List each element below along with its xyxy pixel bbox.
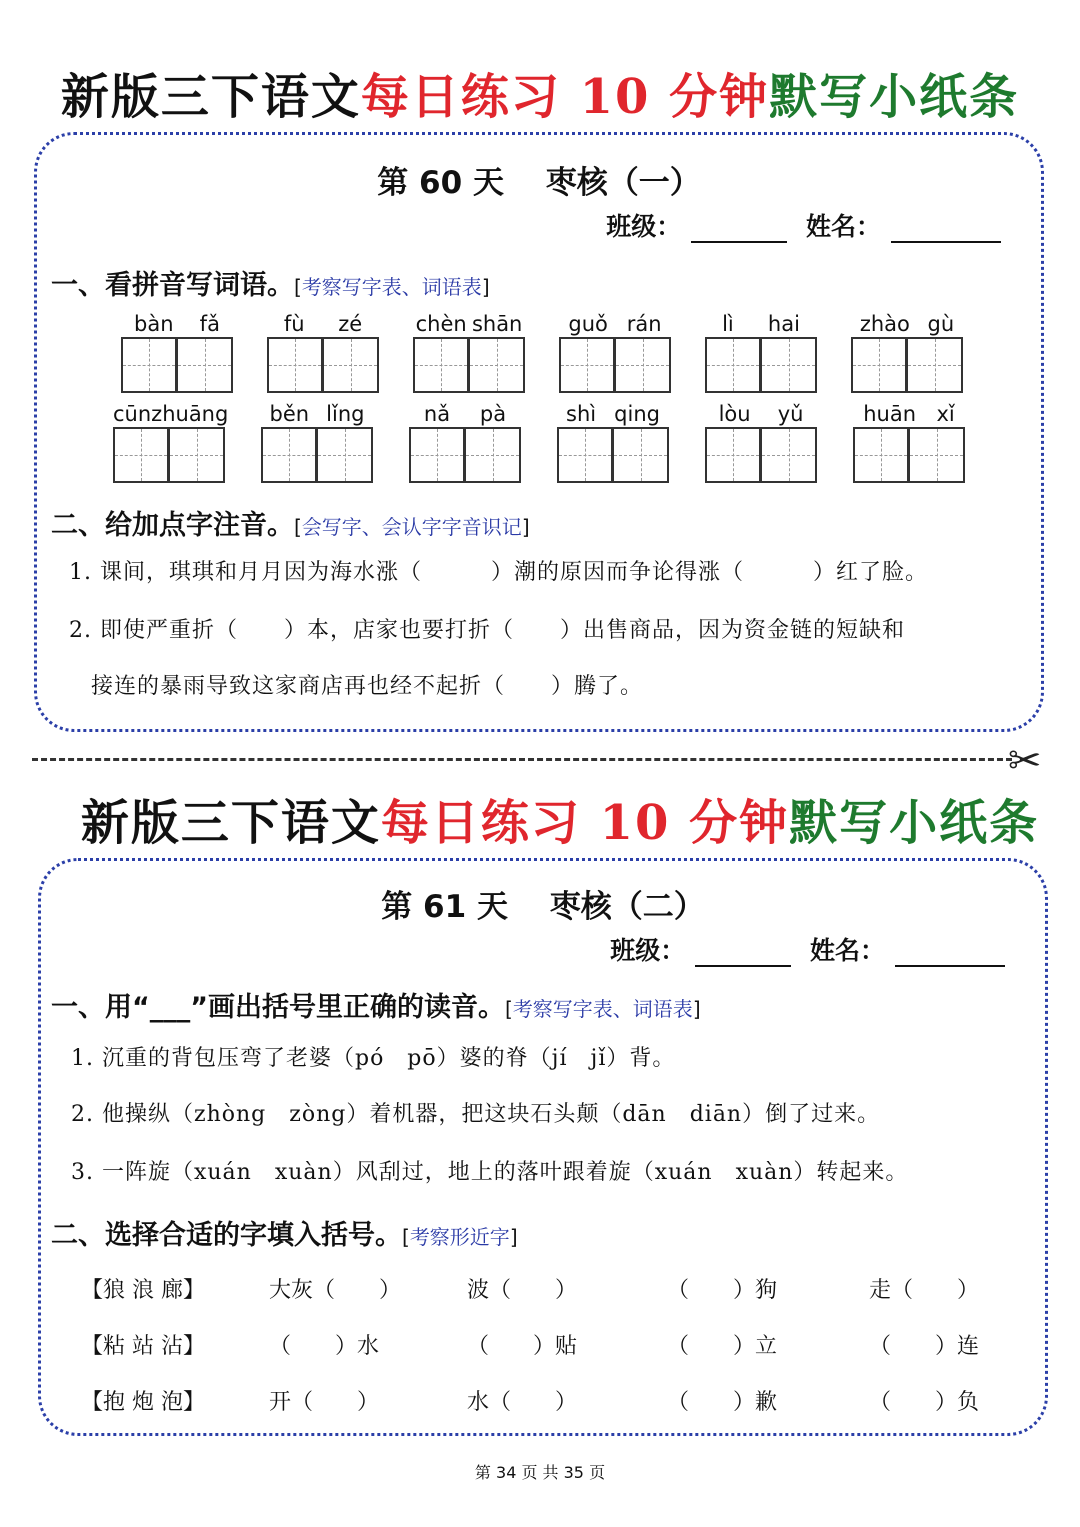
name-blank[interactable] — [891, 241, 1001, 243]
fill-item[interactable]: （ ）连 — [869, 1334, 980, 1359]
pinyin-label — [261, 401, 373, 427]
pinyin-label — [121, 311, 233, 337]
pinyin-word — [705, 311, 817, 393]
name-label: 姓名： — [809, 936, 885, 965]
pinyin-word — [559, 311, 671, 393]
pinyin-label — [853, 401, 965, 427]
page-footer: 第 34 页 共 35 页 — [474, 1463, 606, 1482]
pinyin-syllable: gù — [927, 312, 955, 336]
char-group: 【粘 站 沾】 — [81, 1334, 205, 1359]
writing-box[interactable] — [557, 427, 613, 483]
pinyin-syllable: bàn — [134, 312, 174, 336]
writing-box[interactable] — [317, 427, 373, 483]
pinyin-syllable: yǔ — [777, 402, 804, 426]
writing-box[interactable] — [169, 427, 225, 483]
cut-line — [32, 758, 1012, 761]
day-title: 第 60 天 枣核（一） — [377, 165, 701, 201]
writing-box[interactable] — [559, 337, 615, 393]
section-tag-text: 考察写字表、词语表 — [512, 997, 693, 1021]
banner-part1: 新版三下语文 — [80, 795, 381, 851]
pinyin-label — [557, 401, 669, 427]
day-title: 第 61 天 枣核（二） — [381, 889, 705, 925]
char-group: 【抱 炮 泡】 — [81, 1390, 205, 1415]
section-heading: 二、选择合适的字填入括号。 — [51, 1220, 402, 1251]
pinyin-word — [267, 311, 379, 393]
pinyin-syllable: cūn — [113, 402, 152, 426]
pinyin-label — [851, 311, 963, 337]
pinyin-word — [409, 401, 521, 483]
writing-box[interactable] — [853, 427, 909, 483]
writing-box[interactable] — [469, 337, 525, 393]
fill-item[interactable]: 水（ ） — [467, 1390, 578, 1415]
writing-box[interactable] — [761, 337, 817, 393]
fill-item[interactable]: 波（ ） — [467, 1278, 578, 1303]
question-2-cont: 接连的暴雨导致这家商店再也经不起折（ ）腾了。 — [91, 674, 644, 699]
pinyin-word — [413, 311, 525, 393]
banner-part2: 每日练习 10 分钟 — [360, 69, 770, 125]
question-2: 2. 他操纵（zhòng zòng）着机器，把这块石头颠（dān diān）倒了过来。 — [71, 1102, 881, 1127]
pinyin-word — [121, 311, 233, 393]
writing-box[interactable] — [177, 337, 233, 393]
section-tag: [考察写字表、词语表] — [294, 275, 490, 299]
banner-title-1 — [0, 58, 1080, 127]
name-blank[interactable] — [895, 965, 1005, 967]
question-2: 2. 即使严重折（ ）本，店家也要打折（ ）出售商品，因为资金链的短缺和 — [69, 618, 905, 643]
pinyin-syllable: guǒ — [568, 312, 608, 336]
writing-box[interactable] — [613, 427, 669, 483]
question-1: 1. 课间，琪琪和月月因为海水涨（ ）潮的原因而争论得涨（ ）红了脸。 — [69, 560, 928, 585]
question-3: 3. 一阵旋（xuán xuàn）风刮过，地上的落叶跟着旋（xuán xuàn）转起来。 — [71, 1160, 909, 1185]
pinyin-syllable: shān — [471, 312, 523, 336]
pinyin-syllable: fǎ — [199, 312, 220, 336]
writing-box[interactable] — [851, 337, 907, 393]
fill-item[interactable]: 走（ ） — [869, 1278, 980, 1303]
pinyin-word — [851, 311, 963, 393]
fill-item[interactable]: （ ）歉 — [667, 1390, 778, 1415]
question-1: 1. 沉重的背包压弯了老婆（pó pō）婆的脊（jí jǐ）背。 — [71, 1046, 676, 1071]
banner-title-2 — [20, 784, 1080, 853]
fill-item[interactable]: （ ）负 — [869, 1390, 980, 1415]
section-heading: 一、看拼音写词语。 — [51, 270, 294, 301]
pinyin-word — [557, 401, 669, 483]
pinyin-syllable: hai — [767, 312, 800, 336]
section-title — [51, 1213, 518, 1252]
scissors-icon: ✂ — [1008, 738, 1042, 784]
writing-box[interactable] — [409, 427, 465, 483]
pinyin-syllable: zhào — [859, 312, 910, 336]
writing-box[interactable] — [121, 337, 177, 393]
writing-box[interactable] — [615, 337, 671, 393]
fill-item[interactable]: （ ）狗 — [667, 1278, 778, 1303]
pinyin-syllable: huān — [863, 402, 917, 426]
pinyin-word — [705, 401, 817, 483]
writing-box[interactable] — [705, 337, 761, 393]
pinyin-word — [113, 401, 228, 483]
exercise-card-day60 — [34, 132, 1044, 732]
pinyin-syllable: chèn — [415, 312, 467, 336]
class-label: 班级： — [606, 212, 682, 241]
section-tag: [会写字、会认字字音识记] — [294, 515, 530, 539]
fill-item[interactable]: 大灰（ ） — [269, 1278, 402, 1303]
banner-part3: 默写小纸条 — [769, 69, 1020, 125]
pinyin-label — [705, 311, 817, 337]
banner-part2: 每日练习 10 分钟 — [380, 795, 790, 851]
section-tag: [考察形近字] — [402, 1225, 518, 1249]
pinyin-word — [853, 401, 965, 483]
pinyin-syllable: běn — [269, 402, 310, 426]
char-group: 【狼 浪 廊】 — [81, 1278, 205, 1303]
name-label: 姓名： — [805, 212, 881, 241]
section-title — [51, 263, 490, 302]
pinyin-syllable: lòu — [718, 402, 751, 426]
section-tag-text: 考察形近字 — [409, 1225, 510, 1249]
class-blank[interactable] — [695, 965, 791, 967]
writing-box[interactable] — [907, 337, 963, 393]
section-heading: 二、给加点字注音。 — [51, 510, 294, 541]
pinyin-word — [261, 401, 373, 483]
class-blank[interactable] — [691, 241, 787, 243]
pinyin-label — [559, 311, 671, 337]
writing-box[interactable] — [413, 337, 469, 393]
section-tag: [考察写字表、词语表] — [505, 997, 701, 1021]
writing-box[interactable] — [323, 337, 379, 393]
pinyin-label — [413, 311, 525, 337]
pinyin-label — [113, 401, 228, 427]
pinyin-syllable: rán — [626, 312, 662, 336]
writing-box[interactable] — [267, 337, 323, 393]
pinyin-syllable: fù — [283, 312, 305, 336]
exercise-card-day61 — [38, 858, 1048, 1436]
writing-box[interactable] — [261, 427, 317, 483]
writing-box[interactable] — [761, 427, 817, 483]
class-name-line — [610, 931, 1015, 967]
pinyin-label — [267, 311, 379, 337]
section-tag-text: 会写字、会认字字音识记 — [301, 515, 522, 539]
banner-part3: 默写小纸条 — [789, 795, 1040, 851]
fill-item[interactable]: （ ）水 — [269, 1334, 380, 1359]
pinyin-syllable: lǐng — [326, 402, 365, 426]
pinyin-syllable: qing — [614, 402, 660, 426]
fill-item[interactable]: 开（ ） — [269, 1390, 380, 1415]
section-title — [51, 503, 530, 542]
pinyin-syllable: lì — [722, 312, 734, 336]
pinyin-syllable: xǐ — [936, 402, 955, 426]
pinyin-syllable: shì — [566, 402, 597, 426]
class-name-line — [606, 207, 1011, 243]
section-tag-text: 考察写字表、词语表 — [301, 275, 482, 299]
section-title — [51, 985, 701, 1024]
writing-box[interactable] — [113, 427, 169, 483]
pinyin-syllable: zhuāng — [151, 402, 229, 426]
pinyin-syllable: nǎ — [423, 402, 451, 426]
section-heading: 一、用“___”画出括号里正确的读音。 — [51, 992, 505, 1023]
fill-item[interactable]: （ ）贴 — [467, 1334, 578, 1359]
pinyin-syllable: pà — [479, 402, 507, 426]
banner-part1: 新版三下语文 — [60, 69, 361, 125]
pinyin-syllable: zé — [338, 312, 363, 336]
writing-box[interactable] — [465, 427, 521, 483]
writing-box[interactable] — [909, 427, 965, 483]
pinyin-label — [705, 401, 817, 427]
writing-box[interactable] — [705, 427, 761, 483]
fill-item[interactable]: （ ）立 — [667, 1334, 778, 1359]
pinyin-label — [409, 401, 521, 427]
class-label: 班级： — [610, 936, 686, 965]
